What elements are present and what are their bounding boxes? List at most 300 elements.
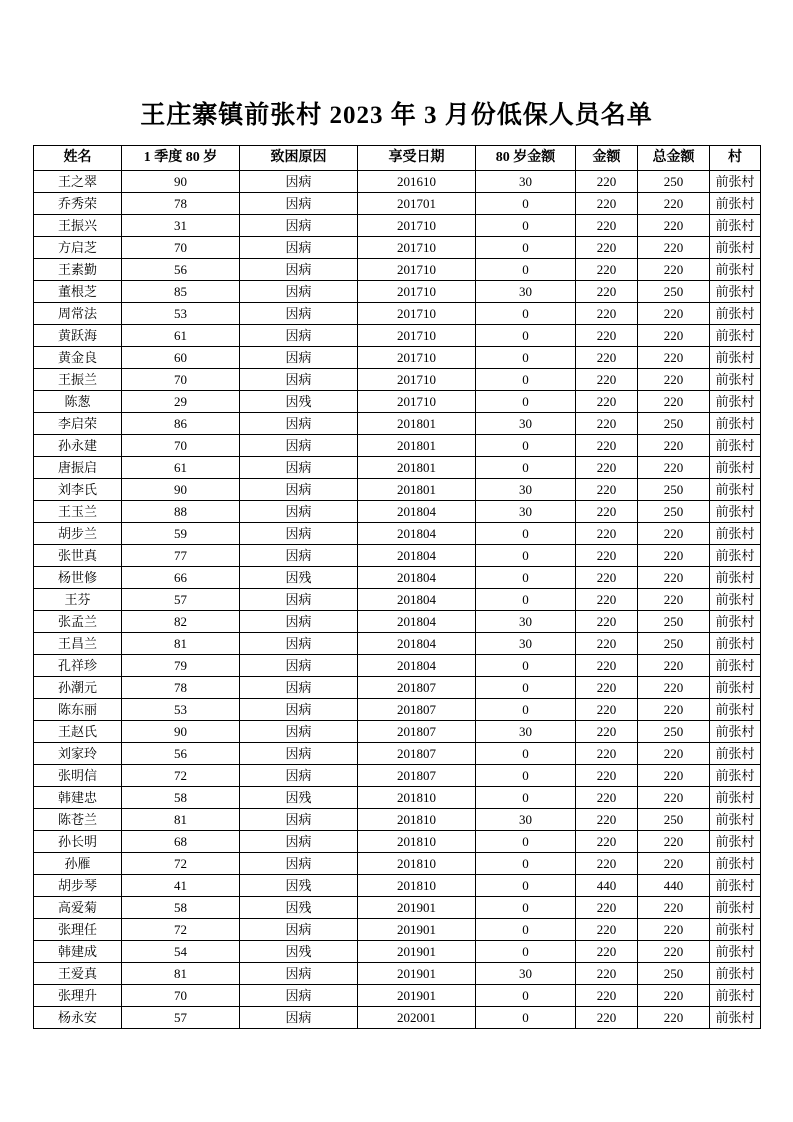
- cell-amount: 220: [576, 897, 638, 919]
- table-row: [34, 457, 761, 479]
- cell-q1-age80: 70: [122, 237, 240, 259]
- page-title: 王庄寨镇前张村 2023 年 3 月份低保人员名单: [140, 102, 653, 129]
- cell-reason: 因病: [240, 193, 358, 215]
- cell-total-amount: 220: [638, 325, 710, 347]
- cell-reason: 因病: [240, 611, 358, 633]
- cell-name: 王振兴: [34, 215, 122, 237]
- cell-name: 乔秀荣: [34, 193, 122, 215]
- cell-total-amount: 220: [638, 743, 710, 765]
- cell-total-amount: 220: [638, 1007, 710, 1029]
- table-row: [34, 215, 761, 237]
- cell-q1-age80: 58: [122, 787, 240, 809]
- cell-amount: 220: [576, 347, 638, 369]
- cell-village: 前张村: [710, 633, 761, 655]
- cell-village: 前张村: [710, 259, 761, 281]
- cell-start-date: 202001: [358, 1007, 476, 1029]
- cell-age80-amount: 30: [476, 413, 576, 435]
- cell-start-date: 201901: [358, 985, 476, 1007]
- column-header-total-amount: 总金额: [638, 146, 710, 171]
- cell-amount: 220: [576, 325, 638, 347]
- cell-q1-age80: 68: [122, 831, 240, 853]
- cell-total-amount: 220: [638, 259, 710, 281]
- cell-q1-age80: 70: [122, 435, 240, 457]
- table-header-row: [34, 146, 761, 171]
- cell-q1-age80: 72: [122, 919, 240, 941]
- cell-village: 前张村: [710, 1007, 761, 1029]
- cell-name: 张世真: [34, 545, 122, 567]
- cell-start-date: 201810: [358, 831, 476, 853]
- cell-reason: 因病: [240, 171, 358, 193]
- cell-total-amount: 220: [638, 677, 710, 699]
- cell-village: 前张村: [710, 721, 761, 743]
- cell-village: 前张村: [710, 743, 761, 765]
- cell-age80-amount: 0: [476, 765, 576, 787]
- cell-start-date: 201901: [358, 897, 476, 919]
- cell-total-amount: 250: [638, 413, 710, 435]
- cell-amount: 220: [576, 545, 638, 567]
- cell-q1-age80: 60: [122, 347, 240, 369]
- cell-q1-age80: 61: [122, 457, 240, 479]
- cell-village: 前张村: [710, 941, 761, 963]
- table-row: [34, 479, 761, 501]
- cell-reason: 因病: [240, 853, 358, 875]
- cell-reason: 因病: [240, 743, 358, 765]
- cell-name: 方启芝: [34, 237, 122, 259]
- cell-village: 前张村: [710, 919, 761, 941]
- table-row: [34, 875, 761, 897]
- cell-q1-age80: 57: [122, 589, 240, 611]
- cell-reason: 因病: [240, 303, 358, 325]
- cell-reason: 因病: [240, 369, 358, 391]
- cell-q1-age80: 88: [122, 501, 240, 523]
- cell-village: 前张村: [710, 875, 761, 897]
- cell-village: 前张村: [710, 347, 761, 369]
- column-header-start-date: 享受日期: [358, 146, 476, 171]
- cell-amount: 220: [576, 1007, 638, 1029]
- cell-amount: 220: [576, 193, 638, 215]
- table-row: [34, 897, 761, 919]
- cell-total-amount: 250: [638, 171, 710, 193]
- cell-amount: 220: [576, 677, 638, 699]
- cell-amount: 220: [576, 237, 638, 259]
- table-row: [34, 699, 761, 721]
- cell-amount: 220: [576, 853, 638, 875]
- table-row: [34, 721, 761, 743]
- cell-total-amount: 220: [638, 347, 710, 369]
- table-row: [34, 589, 761, 611]
- cell-reason: 因病: [240, 919, 358, 941]
- cell-reason: 因病: [240, 765, 358, 787]
- cell-amount: 220: [576, 369, 638, 391]
- cell-start-date: 201710: [358, 369, 476, 391]
- cell-name: 陈东丽: [34, 699, 122, 721]
- cell-age80-amount: 0: [476, 369, 576, 391]
- cell-age80-amount: 0: [476, 523, 576, 545]
- cell-start-date: 201807: [358, 699, 476, 721]
- cell-name: 张理任: [34, 919, 122, 941]
- cell-q1-age80: 29: [122, 391, 240, 413]
- cell-q1-age80: 70: [122, 985, 240, 1007]
- cell-name: 刘李氏: [34, 479, 122, 501]
- cell-age80-amount: 0: [476, 941, 576, 963]
- cell-amount: 220: [576, 391, 638, 413]
- cell-village: 前张村: [710, 303, 761, 325]
- cell-age80-amount: 0: [476, 875, 576, 897]
- cell-total-amount: 220: [638, 237, 710, 259]
- cell-start-date: 201901: [358, 919, 476, 941]
- cell-village: 前张村: [710, 567, 761, 589]
- table-row: [34, 941, 761, 963]
- low-income-roster-table: [33, 145, 761, 1029]
- cell-start-date: 201810: [358, 809, 476, 831]
- cell-amount: 440: [576, 875, 638, 897]
- cell-age80-amount: 0: [476, 831, 576, 853]
- cell-amount: 220: [576, 435, 638, 457]
- cell-name: 胡步兰: [34, 523, 122, 545]
- table-header: [34, 146, 761, 171]
- cell-age80-amount: 30: [476, 171, 576, 193]
- cell-name: 董根芝: [34, 281, 122, 303]
- cell-total-amount: 220: [638, 215, 710, 237]
- table-row: [34, 545, 761, 567]
- cell-reason: 因残: [240, 941, 358, 963]
- table-row: [34, 413, 761, 435]
- table-row: [34, 325, 761, 347]
- cell-village: 前张村: [710, 963, 761, 985]
- column-header-reason: 致困原因: [240, 146, 358, 171]
- table-row: [34, 237, 761, 259]
- cell-reason: 因病: [240, 809, 358, 831]
- cell-name: 唐振启: [34, 457, 122, 479]
- cell-total-amount: 250: [638, 501, 710, 523]
- cell-amount: 220: [576, 281, 638, 303]
- cell-name: 孙潮元: [34, 677, 122, 699]
- cell-village: 前张村: [710, 523, 761, 545]
- cell-village: 前张村: [710, 457, 761, 479]
- cell-name: 黄金良: [34, 347, 122, 369]
- table-row: [34, 193, 761, 215]
- cell-start-date: 201710: [358, 391, 476, 413]
- cell-name: 周常法: [34, 303, 122, 325]
- table-row: [34, 435, 761, 457]
- cell-amount: 220: [576, 611, 638, 633]
- cell-age80-amount: 0: [476, 303, 576, 325]
- cell-reason: 因病: [240, 501, 358, 523]
- cell-age80-amount: 0: [476, 347, 576, 369]
- cell-amount: 220: [576, 941, 638, 963]
- cell-age80-amount: 30: [476, 809, 576, 831]
- cell-total-amount: 220: [638, 303, 710, 325]
- cell-q1-age80: 58: [122, 897, 240, 919]
- cell-reason: 因残: [240, 391, 358, 413]
- cell-age80-amount: 0: [476, 699, 576, 721]
- cell-age80-amount: 0: [476, 193, 576, 215]
- cell-name: 黄跃海: [34, 325, 122, 347]
- cell-reason: 因病: [240, 325, 358, 347]
- cell-name: 王赵氏: [34, 721, 122, 743]
- cell-total-amount: 220: [638, 545, 710, 567]
- cell-name: 刘家玲: [34, 743, 122, 765]
- cell-village: 前张村: [710, 501, 761, 523]
- cell-total-amount: 220: [638, 919, 710, 941]
- cell-reason: 因病: [240, 413, 358, 435]
- cell-age80-amount: 0: [476, 391, 576, 413]
- cell-start-date: 201710: [358, 303, 476, 325]
- table-row: [34, 853, 761, 875]
- cell-total-amount: 250: [638, 281, 710, 303]
- cell-total-amount: 220: [638, 765, 710, 787]
- table-row: [34, 633, 761, 655]
- cell-village: 前张村: [710, 215, 761, 237]
- cell-total-amount: 440: [638, 875, 710, 897]
- cell-amount: 220: [576, 699, 638, 721]
- table-row: [34, 501, 761, 523]
- cell-reason: 因病: [240, 281, 358, 303]
- cell-total-amount: 250: [638, 479, 710, 501]
- cell-start-date: 201801: [358, 479, 476, 501]
- cell-total-amount: 220: [638, 655, 710, 677]
- cell-start-date: 201804: [358, 589, 476, 611]
- cell-amount: 220: [576, 457, 638, 479]
- cell-q1-age80: 82: [122, 611, 240, 633]
- cell-village: 前张村: [710, 369, 761, 391]
- cell-total-amount: 220: [638, 435, 710, 457]
- cell-amount: 220: [576, 919, 638, 941]
- table-row: [34, 919, 761, 941]
- cell-village: 前张村: [710, 809, 761, 831]
- cell-start-date: 201710: [358, 325, 476, 347]
- cell-total-amount: 250: [638, 809, 710, 831]
- cell-total-amount: 250: [638, 611, 710, 633]
- cell-amount: 220: [576, 303, 638, 325]
- cell-age80-amount: 0: [476, 787, 576, 809]
- cell-start-date: 201701: [358, 193, 476, 215]
- cell-amount: 220: [576, 215, 638, 237]
- cell-age80-amount: 0: [476, 1007, 576, 1029]
- table-row: [34, 1007, 761, 1029]
- cell-age80-amount: 0: [476, 853, 576, 875]
- cell-amount: 220: [576, 655, 638, 677]
- cell-village: 前张村: [710, 611, 761, 633]
- cell-total-amount: 220: [638, 457, 710, 479]
- cell-total-amount: 250: [638, 963, 710, 985]
- cell-q1-age80: 77: [122, 545, 240, 567]
- cell-reason: 因残: [240, 897, 358, 919]
- cell-start-date: 201710: [358, 259, 476, 281]
- cell-age80-amount: 0: [476, 919, 576, 941]
- cell-q1-age80: 72: [122, 853, 240, 875]
- cell-start-date: 201804: [358, 611, 476, 633]
- cell-amount: 220: [576, 963, 638, 985]
- cell-reason: 因病: [240, 831, 358, 853]
- cell-total-amount: 220: [638, 985, 710, 1007]
- cell-name: 孙雁: [34, 853, 122, 875]
- cell-reason: 因病: [240, 1007, 358, 1029]
- cell-q1-age80: 54: [122, 941, 240, 963]
- cell-reason: 因病: [240, 259, 358, 281]
- cell-start-date: 201901: [358, 963, 476, 985]
- cell-reason: 因病: [240, 545, 358, 567]
- table-row: [34, 567, 761, 589]
- cell-village: 前张村: [710, 325, 761, 347]
- cell-total-amount: 250: [638, 633, 710, 655]
- cell-amount: 220: [576, 479, 638, 501]
- cell-name: 孙永建: [34, 435, 122, 457]
- cell-q1-age80: 78: [122, 193, 240, 215]
- cell-amount: 220: [576, 633, 638, 655]
- cell-name: 王芬: [34, 589, 122, 611]
- cell-village: 前张村: [710, 787, 761, 809]
- cell-village: 前张村: [710, 479, 761, 501]
- cell-start-date: 201807: [358, 721, 476, 743]
- cell-start-date: 201804: [358, 545, 476, 567]
- cell-q1-age80: 53: [122, 699, 240, 721]
- cell-age80-amount: 0: [476, 655, 576, 677]
- cell-reason: 因残: [240, 875, 358, 897]
- cell-reason: 因病: [240, 985, 358, 1007]
- cell-village: 前张村: [710, 897, 761, 919]
- cell-total-amount: 220: [638, 831, 710, 853]
- cell-name: 张明信: [34, 765, 122, 787]
- cell-village: 前张村: [710, 589, 761, 611]
- cell-name: 韩建忠: [34, 787, 122, 809]
- cell-start-date: 201807: [358, 743, 476, 765]
- table-body: [34, 171, 761, 1029]
- cell-age80-amount: 30: [476, 501, 576, 523]
- cell-amount: 220: [576, 171, 638, 193]
- cell-total-amount: 220: [638, 523, 710, 545]
- table-row: [34, 787, 761, 809]
- cell-q1-age80: 59: [122, 523, 240, 545]
- cell-reason: 因残: [240, 787, 358, 809]
- cell-village: 前张村: [710, 545, 761, 567]
- cell-name: 张理升: [34, 985, 122, 1007]
- cell-amount: 220: [576, 743, 638, 765]
- cell-q1-age80: 70: [122, 369, 240, 391]
- table-row: [34, 369, 761, 391]
- cell-q1-age80: 90: [122, 171, 240, 193]
- cell-name: 陈葱: [34, 391, 122, 413]
- cell-reason: 因病: [240, 963, 358, 985]
- cell-amount: 220: [576, 567, 638, 589]
- cell-village: 前张村: [710, 281, 761, 303]
- cell-start-date: 201804: [358, 655, 476, 677]
- column-header-q1-age80: 1 季度 80 岁: [122, 146, 240, 171]
- cell-age80-amount: 0: [476, 237, 576, 259]
- cell-q1-age80: 86: [122, 413, 240, 435]
- cell-total-amount: 220: [638, 369, 710, 391]
- cell-total-amount: 220: [638, 699, 710, 721]
- cell-age80-amount: 0: [476, 589, 576, 611]
- cell-village: 前张村: [710, 677, 761, 699]
- cell-q1-age80: 31: [122, 215, 240, 237]
- table-row: [34, 985, 761, 1007]
- cell-age80-amount: 0: [476, 259, 576, 281]
- cell-start-date: 201807: [358, 677, 476, 699]
- cell-age80-amount: 0: [476, 215, 576, 237]
- cell-age80-amount: 0: [476, 545, 576, 567]
- cell-name: 孔祥珍: [34, 655, 122, 677]
- cell-reason: 因病: [240, 215, 358, 237]
- cell-q1-age80: 85: [122, 281, 240, 303]
- cell-name: 王之翠: [34, 171, 122, 193]
- cell-amount: 220: [576, 523, 638, 545]
- cell-age80-amount: 0: [476, 435, 576, 457]
- cell-name: 王爱真: [34, 963, 122, 985]
- cell-reason: 因病: [240, 633, 358, 655]
- cell-total-amount: 220: [638, 391, 710, 413]
- cell-start-date: 201710: [358, 237, 476, 259]
- column-header-amount: 金额: [576, 146, 638, 171]
- cell-village: 前张村: [710, 237, 761, 259]
- cell-name: 李启荣: [34, 413, 122, 435]
- cell-village: 前张村: [710, 699, 761, 721]
- cell-name: 杨世修: [34, 567, 122, 589]
- cell-village: 前张村: [710, 193, 761, 215]
- cell-amount: 220: [576, 831, 638, 853]
- cell-amount: 220: [576, 259, 638, 281]
- cell-q1-age80: 61: [122, 325, 240, 347]
- column-header-village: 村: [710, 146, 761, 171]
- cell-village: 前张村: [710, 985, 761, 1007]
- cell-age80-amount: 30: [476, 611, 576, 633]
- cell-total-amount: 220: [638, 193, 710, 215]
- cell-total-amount: 250: [638, 721, 710, 743]
- cell-amount: 220: [576, 985, 638, 1007]
- cell-age80-amount: 30: [476, 721, 576, 743]
- cell-age80-amount: 30: [476, 479, 576, 501]
- cell-start-date: 201710: [358, 215, 476, 237]
- table-row: [34, 677, 761, 699]
- cell-q1-age80: 57: [122, 1007, 240, 1029]
- cell-amount: 220: [576, 501, 638, 523]
- cell-reason: 因病: [240, 677, 358, 699]
- cell-village: 前张村: [710, 655, 761, 677]
- cell-village: 前张村: [710, 831, 761, 853]
- table-row: [34, 655, 761, 677]
- table-row: [34, 281, 761, 303]
- cell-start-date: 201804: [358, 633, 476, 655]
- cell-q1-age80: 53: [122, 303, 240, 325]
- cell-name: 王玉兰: [34, 501, 122, 523]
- cell-reason: 因病: [240, 699, 358, 721]
- cell-reason: 因病: [240, 479, 358, 501]
- cell-village: 前张村: [710, 391, 761, 413]
- table-row: [34, 523, 761, 545]
- column-header-name: 姓名: [34, 146, 122, 171]
- cell-reason: 因病: [240, 237, 358, 259]
- cell-q1-age80: 78: [122, 677, 240, 699]
- cell-age80-amount: 0: [476, 985, 576, 1007]
- cell-age80-amount: 0: [476, 325, 576, 347]
- cell-amount: 220: [576, 413, 638, 435]
- cell-q1-age80: 66: [122, 567, 240, 589]
- cell-name: 韩建成: [34, 941, 122, 963]
- cell-q1-age80: 79: [122, 655, 240, 677]
- cell-start-date: 201807: [358, 765, 476, 787]
- cell-age80-amount: 30: [476, 281, 576, 303]
- cell-name: 高爱菊: [34, 897, 122, 919]
- cell-age80-amount: 0: [476, 677, 576, 699]
- table-row: [34, 171, 761, 193]
- cell-name: 杨永安: [34, 1007, 122, 1029]
- table-row: [34, 391, 761, 413]
- cell-q1-age80: 81: [122, 633, 240, 655]
- cell-age80-amount: 0: [476, 567, 576, 589]
- cell-reason: 因病: [240, 589, 358, 611]
- cell-age80-amount: 0: [476, 743, 576, 765]
- cell-total-amount: 220: [638, 567, 710, 589]
